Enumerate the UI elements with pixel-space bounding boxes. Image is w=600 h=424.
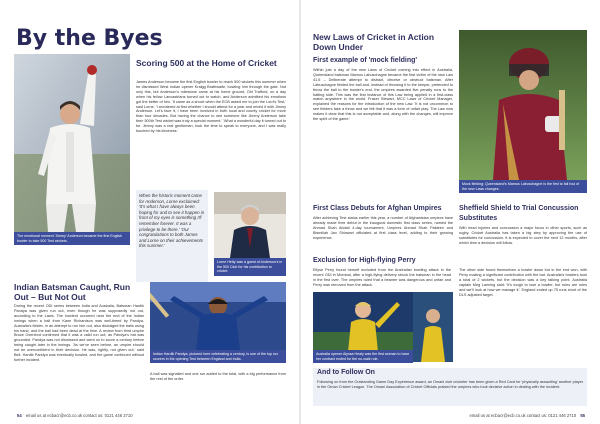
- india-heading: Indian Batsman Caught, Run Out – But Not Out: [14, 282, 131, 302]
- anderson-caption: The emotional moment 'Jimmy' Anderson became the first English bowler to take 500 Test wickets.: [14, 232, 130, 245]
- india-body: During the recent ODI series between India and Australia, Batsman Hardik Pandya was given run out, even though he was supposedly not out, according to the Laws. The incident occurred near the end of the Indian innings when a ball from Kane Richardson was well-timed by Pandya. Australia's fielder, in an attempt to run him out, also dislodged the bails using his hand, and the ball had been dead at the time. A review from third umpire Bruce Oxenford confirmed that it was a valid run out, as Pandya's bat was grounded. Pandya was not dismissed and went on to score a century before being caught later in the innings. 'As we've seen before, an umpire should not be overconfident in their decision. He was, rightly, not given out,' said Bell. Hardik Pandya was eventually bowled, and the game continued without further incident.: [14, 304, 144, 362]
- mock-fielding-caption: Mock fielding: Queensland's Marnus Labuschagne is the first to fall foul of the new Laws changes.: [459, 180, 587, 193]
- pull-quote: When the historic moment came for Anderson, Lorne exclaimed: 'It's what I have always been hoping for and to see it happen in front of my eyes is something I'll remember forever. It was a privilege to be there.' 'Our congratulations to both James and Lorne on their achievements this summer.': [139, 193, 205, 249]
- left-page: [0, 0, 299, 424]
- sheffield-body: With head injuries and concussion a major focus in other sports, such as rugby, Cricket Australia has taken a big step by approving the use of substitutes for concussion. It is expected to cover the next 12 months, after which time a decision will follow.: [459, 226, 587, 245]
- high-flying-body-right: The other side found themselves a bowler down but in the end won, with Perry making a significant contribution with the bat. Australia's bowlers took a total of 2 wickets, but the decision was a key talking point. Australia captain Meg Lanning said: 'It's tough to lose a bowler, but rules are rules and we'll look at how we manage it.' England ended up 75 runs short of the DLS adjusted target.: [459, 268, 587, 297]
- left-page-number: 54: [17, 413, 22, 418]
- right-page: [301, 0, 600, 424]
- page-title: By the Byes: [16, 26, 163, 51]
- laws-subheading: First example of 'mock fielding': [313, 57, 418, 64]
- lorne-illustration: [214, 192, 286, 258]
- scoring-500-heading: Scoring 500 at the Home of Cricket: [136, 58, 277, 68]
- india-body-right: A ball was signalled and one run added to the total, with a big performance from the rest of the order.: [150, 372, 286, 381]
- laws-body: Within just a day of the new Laws of Cricket coming into effect in Australia, Queensland batsman Marnus Labuschagne became the first victim of the new Law 41.5 – Deliberate attempt to distract, deceive or obstruct batsman. After Labuschagne fielded the ball and, instead of throwing it to the keeper, pretended to throw the ball to the bowler's end, the umpires awarded five penalty runs to the batting side. This was the first instance of this Law being applied in a first-class match anywhere in the world. Fraser Stewart, MCC Laws of Cricket Manager, explained the reasons for the introduction of the new Law. 'It is not uncommon to see fielders fake a throw and we felt that it was a form of unfair play. The Law now makes it clear that this is not acceptable and, along with the changes, will improve the spirit of the game.': [313, 68, 453, 122]
- mock-fielding-photo: [459, 30, 587, 180]
- sheffield-heading: Sheffield Shield to Trial Concussion Substitutes: [459, 205, 579, 222]
- right-contact: email us at ecbacr@ecb.co.uk contact us: 0121 446 2710: [469, 413, 577, 418]
- anderson-illustration: [14, 54, 130, 232]
- right-page-number: 55: [580, 413, 585, 418]
- healy-caption: Australia opener Alyssa Healy was the first woman to have her contract ended for the no-walk rule.: [313, 350, 413, 363]
- high-flying-body: Ellyse Perry found herself excluded from the Australian bowling attack in the recent ODI in Mumbai, after a high-flying delivery struck the batsman in the head in the first over. The umpires ruled that a beamer was dangerous and unfair and Perry was removed from the attack.: [313, 268, 451, 287]
- healy-photo-2: [413, 292, 453, 362]
- pandya-caption: Indian Hardik Pandya, pictured here celebrating a century, is one of the top run scorers in the opening Test between England and India.: [150, 350, 286, 363]
- follow-on-heading: And to Follow On: [317, 369, 375, 376]
- high-flying-heading: Exclusion for High-flying Perry: [313, 257, 416, 264]
- healy-illustration-2: [413, 292, 453, 362]
- laws-heading: New Laws of Cricket in Action Down Under: [313, 32, 435, 52]
- lorne-photo: [214, 192, 286, 258]
- afghan-body: After achieving Test status earlier this year, a number of Afghanistan umpires have already made their debut in the inaugural domestic first class series, named the Ahmad Shah Abdali 4-day tournament. Umpires Ahmad Shah Pakteen and Bismillah Jan Shinwari officiated at first class level, adding to their growing experience.: [313, 216, 453, 240]
- left-contact: email us at ecbacr@ecb.co.uk contact us: 0121 446 2710: [25, 413, 133, 418]
- right-footer: [469, 413, 588, 418]
- afghan-heading: First Class Debuts for Afghan Umpires: [313, 205, 442, 212]
- lorne-caption: Lorne Hetty was a guest of Anderson's in the 500 Club for his contribution to cricket.: [214, 258, 286, 276]
- left-footer: [14, 413, 133, 418]
- pandya-photo: [150, 282, 286, 350]
- follow-on-body: Following on from the Outstanding Game Day Experience award, an Omani club cricketer has been given a Red Card for 'physically assaulting' another player in the Oman Cricket League. The Omani Association of Cricket Officials praised the umpires who took decisive action in dealing with the incident.: [317, 380, 583, 389]
- pandya-illustration: [150, 282, 286, 350]
- anderson-photo: [14, 54, 130, 232]
- scoring-500-body: James Anderson became the first English bowler to reach 500 wickets this summer when he dismissed West Indian opener Kraigg Brathwaite, bowling him through the gate. Not only this, but Anderson's milestone came at his home ground, Old Trafford, on a day when his fellow Lancastrians turned out to watch, and Anderson admitted his emotions got the better of him. 'It came as a shock when the ECB asked me to join the Lord's Test,' said Lorne. 'I wondered at first whether I should attend for a year and mixed it with Jimmy Anderson. Let's face it, I have been involved in both local and county cricket for more than four decades. But having the chance to see someone like Jimmy Anderson take their 500th Test wicket was truly a special moment.' 'What a wonderful day it turned out to be. Jimmy was a real gentleman, took the time to speak to everyone, and I was really touched by his kindness.': [136, 80, 286, 134]
- mock-fielding-illustration: [459, 30, 587, 180]
